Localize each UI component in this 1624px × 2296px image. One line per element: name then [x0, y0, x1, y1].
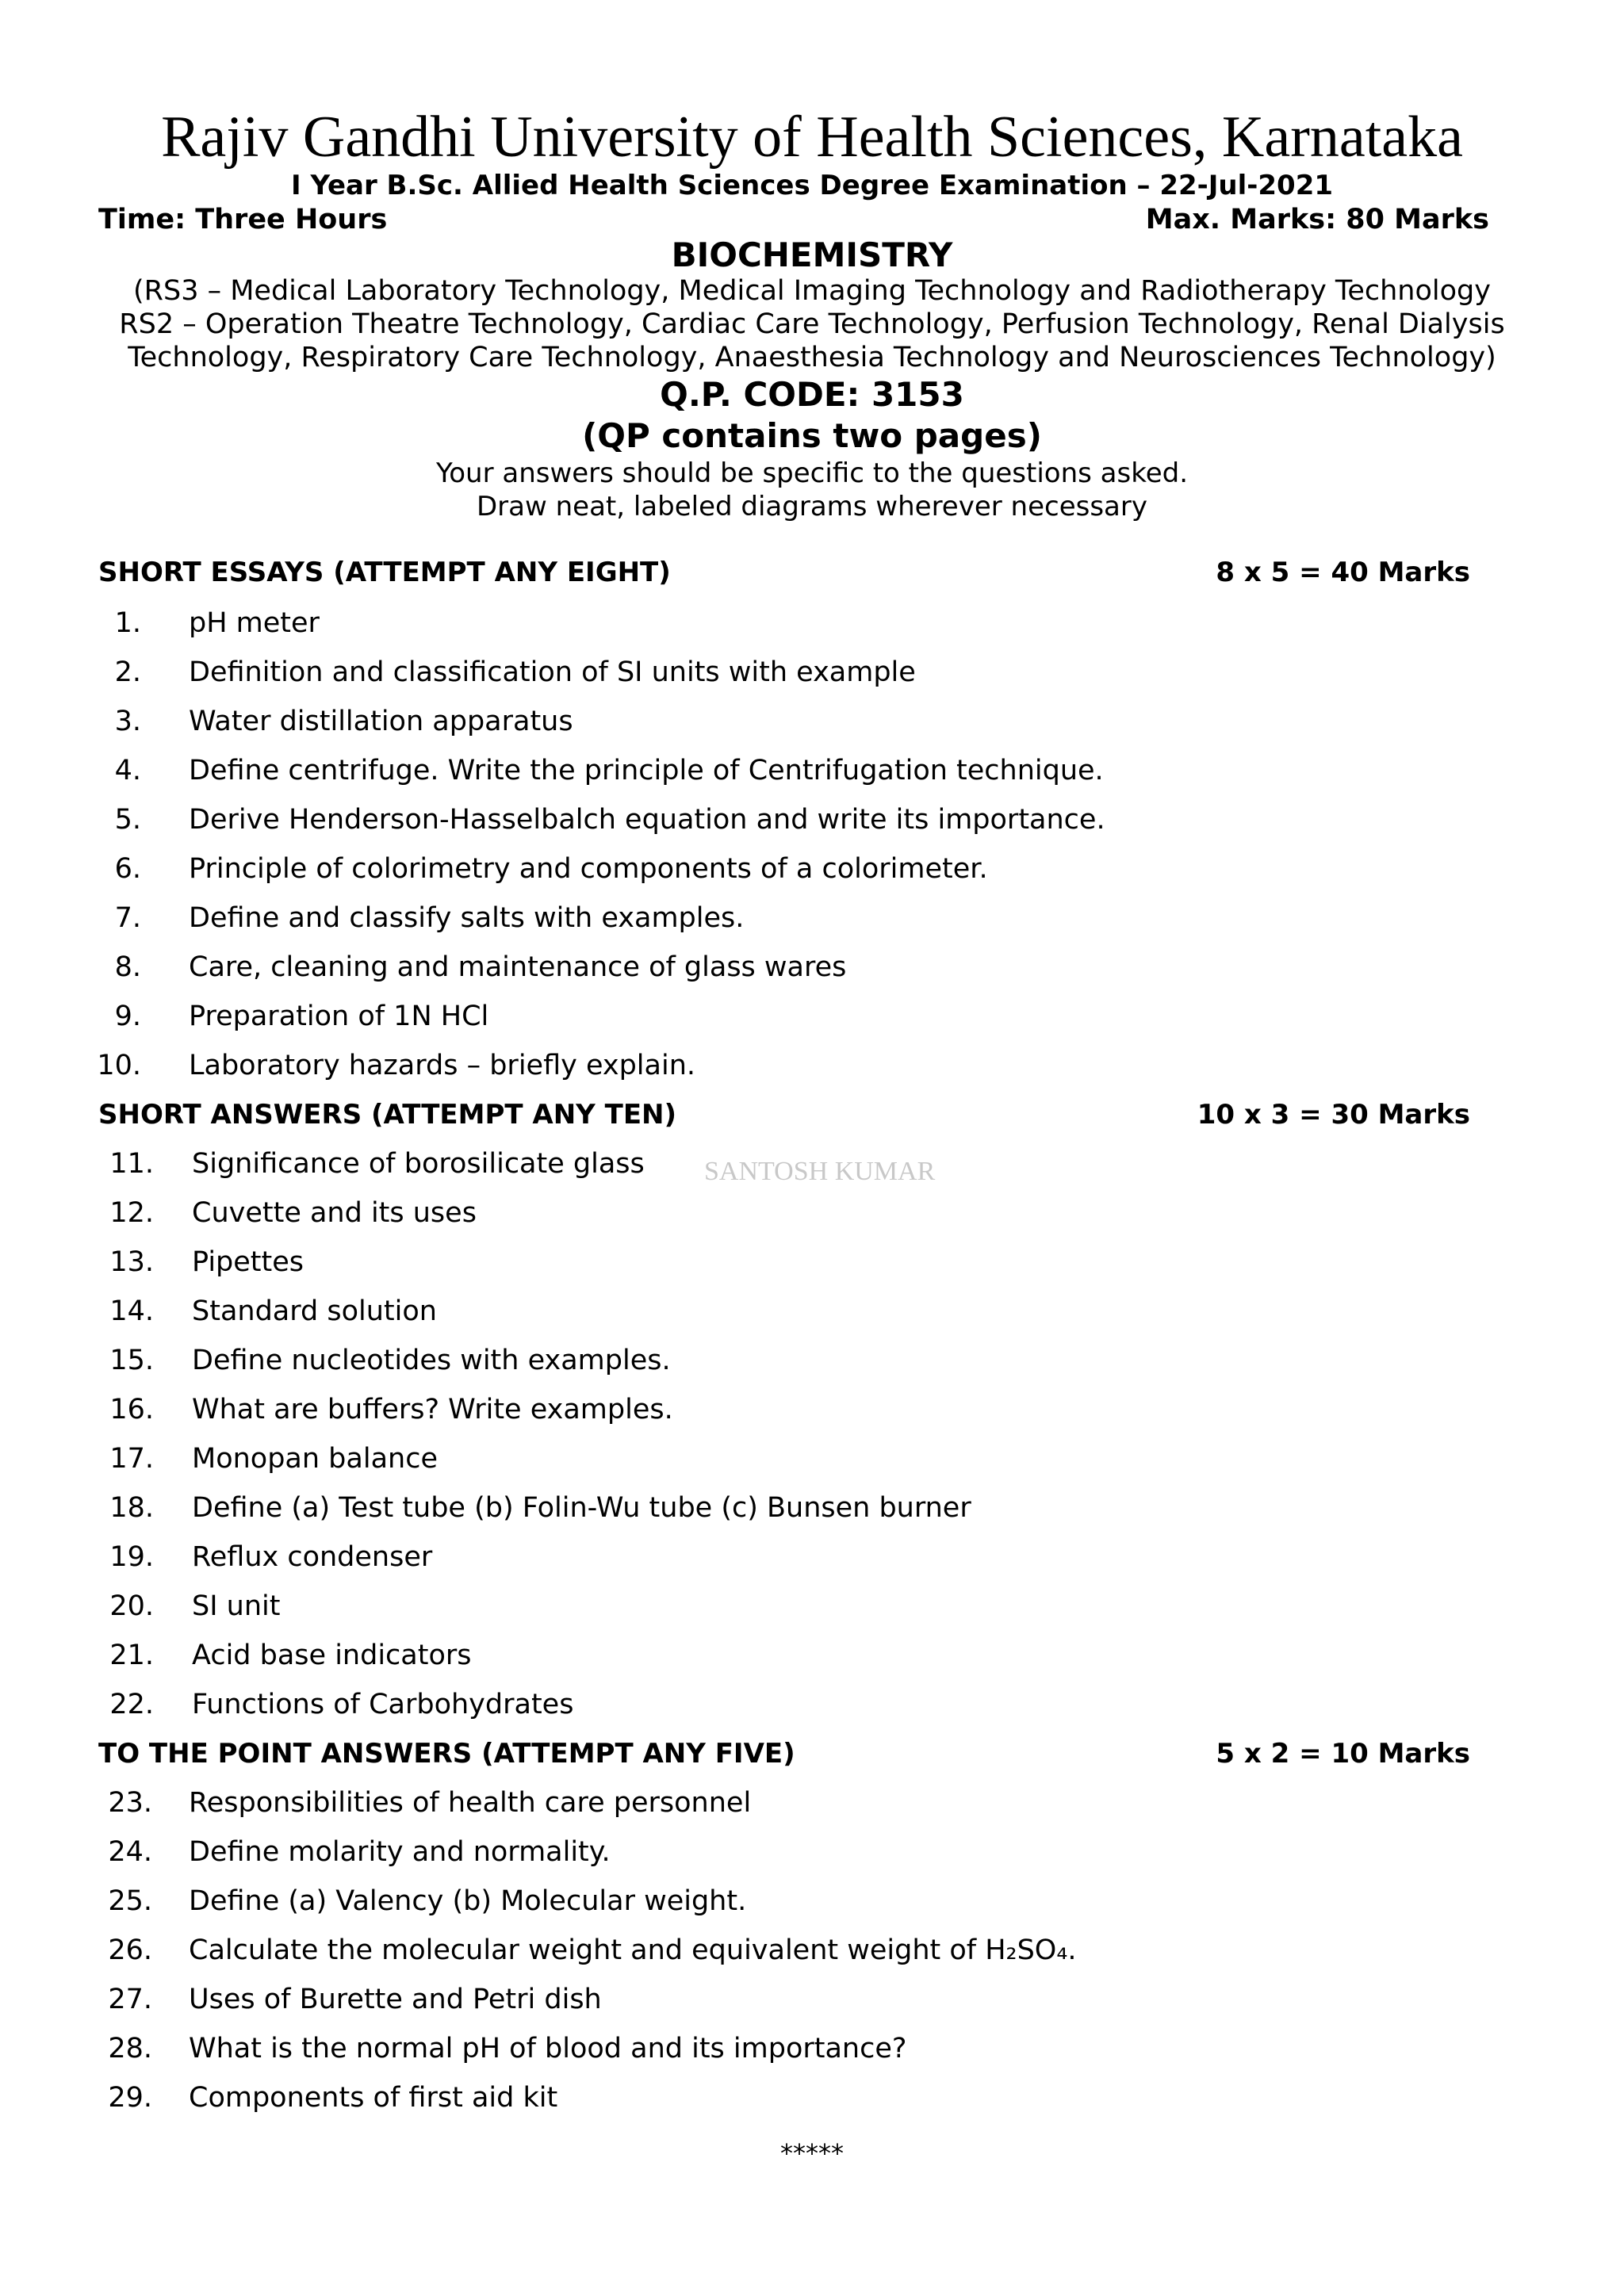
question-number: 24. [108, 1836, 152, 1868]
question-text: Cuvette and its uses [192, 1197, 477, 1229]
question-number: 13. [109, 1246, 154, 1278]
question-number: 27. [108, 1984, 152, 2015]
question-text: What is the normal pH of blood and its importance? [189, 2033, 907, 2064]
question-number: 20. [109, 1590, 154, 1622]
instruction-line: Your answers should be specific to the questions asked. [435, 457, 1189, 489]
question-text: Define and classify salts with examples. [189, 902, 745, 934]
section-marks: 5 x 2 = 10 Marks [1216, 1738, 1470, 1770]
section-title: TO THE POINT ANSWERS (ATTEMPT ANY FIVE) [98, 1738, 795, 1770]
question-text: Derive Henderson-Hasselbalch equation and write its importance. [189, 804, 1105, 836]
question-number: 6. [114, 853, 141, 885]
question-text: Monopan balance [192, 1443, 438, 1475]
question-number: 12. [109, 1197, 154, 1229]
section-heading-short-answers [98, 1097, 1470, 1132]
question-number: 4. [114, 755, 141, 786]
university-title: Rajiv Gandhi University of Health Sciences, Karnataka [161, 105, 1463, 170]
question-text: Principle of colorimetry and components of a colorimeter. [189, 853, 988, 885]
question-number: 8. [114, 951, 141, 983]
course-line: RS2 – Operation Theatre Technology, Cardiac Care Technology, Perfusion Technology, Renal Dialysis [119, 308, 1505, 340]
question-number: 21. [109, 1640, 154, 1671]
question-number: 5. [114, 804, 141, 836]
question-text: Laboratory hazards – briefly explain. [189, 1050, 696, 1081]
question-number: 9. [114, 1001, 141, 1032]
question-text: Reflux condenser [192, 1541, 433, 1573]
question-number: 18. [109, 1492, 154, 1524]
question-text: Standard solution [192, 1295, 437, 1327]
question-text: Uses of Burette and Petri dish [189, 1984, 602, 2015]
section-marks: 10 x 3 = 30 Marks [1197, 1099, 1470, 1131]
question-number: 10. [97, 1050, 141, 1081]
exam-title: I Year B.Sc. Allied Health Sciences Degree Examination – 22-Jul-2021 [290, 170, 1334, 201]
question-text: Acid base indicators [192, 1640, 472, 1671]
course-line: (RS3 – Medical Laboratory Technology, Medical Imaging Technology and Radiotherapy Technology [133, 275, 1491, 307]
instructions [0, 457, 1624, 523]
time-marks-row [98, 201, 1489, 238]
question-number: 1. [114, 607, 141, 639]
question-number: 7. [114, 902, 141, 934]
question-text: Define molarity and normality. [189, 1836, 611, 1868]
question-number: 25. [108, 1885, 152, 1917]
question-text: Define nucleotides with examples. [192, 1345, 671, 1376]
max-marks: Max. Marks: 80 Marks [1145, 204, 1489, 235]
qp-code: Q.P. CODE: 3153 [660, 375, 964, 414]
question-number: 14. [109, 1295, 154, 1327]
question-text: Define (a) Test tube (b) Folin-Wu tube (c) Bunsen burner [192, 1492, 971, 1524]
qp-pages-note: (QP contains two pages) [582, 416, 1042, 455]
question-text: Water distillation apparatus [189, 706, 573, 737]
subject-title: BIOCHEMISTRY [671, 235, 953, 274]
question-text: Define centrifuge. Write the principle of Centrifugation technique. [189, 755, 1104, 786]
question-number: 29. [108, 2082, 152, 2114]
question-number: 3. [114, 706, 141, 737]
question-text: pH meter [189, 607, 320, 639]
watermark: SANTOSH KUMAR [704, 1157, 936, 1186]
question-number: 2. [114, 656, 141, 688]
question-text: Definition and classification of SI units with example [189, 656, 916, 688]
question-text: Components of first aid kit [189, 2082, 558, 2114]
question-number: 19. [109, 1541, 154, 1573]
question-text: Pipettes [192, 1246, 304, 1278]
question-text: Calculate the molecular weight and equivalent weight of H₂SO₄. [189, 1934, 1077, 1966]
question-text: Preparation of 1N HCl [189, 1001, 489, 1032]
question-text: SI unit [192, 1590, 281, 1622]
question-text: Care, cleaning and maintenance of glass wares [189, 951, 847, 983]
question-text: Significance of borosilicate glass [192, 1148, 645, 1180]
question-number: 23. [108, 1787, 152, 1819]
question-text: What are buffers? Write examples. [192, 1394, 673, 1425]
question-text: Define (a) Valency (b) Molecular weight. [189, 1885, 747, 1917]
course-line: Technology, Respiratory Care Technology, Anaesthesia Technology and Neurosciences Technology) [128, 342, 1496, 373]
question-text: Functions of Carbohydrates [192, 1689, 574, 1720]
question-number: 26. [108, 1934, 152, 1966]
question-number: 17. [109, 1443, 154, 1475]
section-title: SHORT ESSAYS (ATTEMPT ANY EIGHT) [98, 557, 671, 588]
question-number: 22. [109, 1689, 154, 1720]
question-number: 15. [109, 1345, 154, 1376]
section-heading-short-essays [98, 555, 1470, 590]
question-number: 16. [109, 1394, 154, 1425]
section-heading-to-the-point [98, 1736, 1470, 1771]
question-number: 11. [109, 1148, 154, 1180]
question-number: 28. [108, 2033, 152, 2064]
exam-duration: Time: Three Hours [98, 204, 388, 235]
course-list [0, 274, 1624, 374]
question-text: Responsibilities of health care personnel [189, 1787, 752, 1819]
end-marker: ***** [780, 2138, 844, 2168]
instruction-line: Draw neat, labeled diagrams wherever necessary [477, 491, 1147, 522]
section-title: SHORT ANSWERS (ATTEMPT ANY TEN) [98, 1099, 677, 1131]
section-marks: 8 x 5 = 40 Marks [1216, 557, 1470, 588]
